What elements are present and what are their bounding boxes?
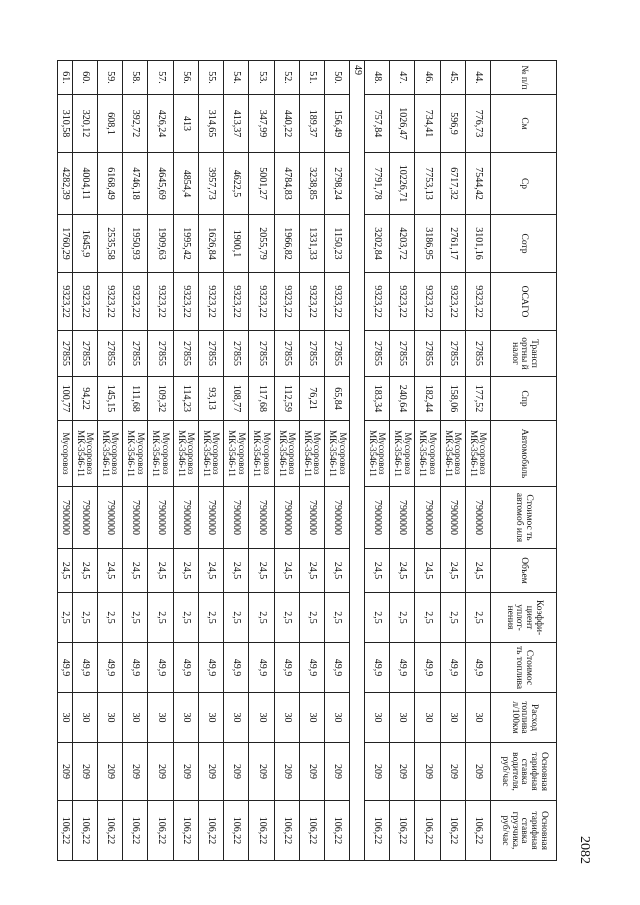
column-header: Ср <box>491 153 557 215</box>
table-cell: 9323,22 <box>364 273 389 331</box>
table-cell: 757,84 <box>364 95 389 153</box>
table-cell: 9323,22 <box>274 273 299 331</box>
table-cell: 76,21 <box>299 377 324 421</box>
data-table <box>57 60 557 861</box>
column-header: Стоимос ть топлива <box>491 643 557 693</box>
table-cell: 24,5 <box>123 549 148 593</box>
table-cell: Мусоровоз МК-3546-11 <box>440 421 465 487</box>
table-cell: 3101,16 <box>465 215 490 273</box>
table-cell: 49,9 <box>299 643 324 693</box>
table-cell: 106,22 <box>364 801 389 861</box>
table-cell: 4203,72 <box>390 215 415 273</box>
table-cell: 2,5 <box>274 593 299 643</box>
table-cell: 209 <box>325 743 350 801</box>
table-cell: 156,49 <box>325 95 350 153</box>
table-cell: 2,5 <box>415 593 440 643</box>
table-cell: 145,15 <box>97 377 122 421</box>
table-cell: 51. <box>299 61 324 95</box>
table-cell: 106,22 <box>274 801 299 861</box>
table-cell: 30 <box>440 693 465 743</box>
table-cell: 209 <box>123 743 148 801</box>
table-cell: 1950,93 <box>123 215 148 273</box>
table-cell: 7544,42 <box>465 153 490 215</box>
table-cell: 24,5 <box>72 549 97 593</box>
table-body <box>58 61 491 861</box>
table-cell: Мусоровоз МК-3546-11 <box>148 421 173 487</box>
table-cell: 93,13 <box>198 377 223 421</box>
table-cell: 7900000 <box>148 487 173 549</box>
table-cell: 7900000 <box>465 487 490 549</box>
table-row <box>299 61 324 861</box>
table-cell: 49,9 <box>415 643 440 693</box>
table-cell: 49,9 <box>58 643 73 693</box>
table-cell: 30 <box>390 693 415 743</box>
table-cell: 106,22 <box>97 801 122 861</box>
table-cell: 9323,22 <box>97 273 122 331</box>
table-row <box>465 61 490 861</box>
page-number: 2082 <box>577 836 592 864</box>
table-cell: 9323,22 <box>58 273 73 331</box>
table-cell: 7753,13 <box>415 153 440 215</box>
table-cell: 2761,17 <box>440 215 465 273</box>
table-cell: 7791,78 <box>364 153 389 215</box>
table-cell: 209 <box>173 743 198 801</box>
table-cell: 106,22 <box>325 801 350 861</box>
table-cell: 1909,63 <box>148 215 173 273</box>
table-cell: Мусоровоз МК-3546-11 <box>415 421 440 487</box>
table-cell: Мусоровоз МК-3546-11 <box>224 421 249 487</box>
table-cell: 106,22 <box>440 801 465 861</box>
table-cell: 240,64 <box>390 377 415 421</box>
table-cell: 30 <box>325 693 350 743</box>
table-cell: 9323,22 <box>123 273 148 331</box>
table-cell: 320,12 <box>72 95 97 153</box>
table-cell: 3957,73 <box>198 153 223 215</box>
table-cell: 9323,22 <box>440 273 465 331</box>
table-cell: Мусоровоз МК-3546-11 <box>274 421 299 487</box>
column-header: Сотр <box>491 215 557 273</box>
table-cell: 30 <box>97 693 122 743</box>
table-cell: 30 <box>415 693 440 743</box>
table-cell: 7900000 <box>415 487 440 549</box>
table-cell: 209 <box>440 743 465 801</box>
table-cell: 10226,71 <box>390 153 415 215</box>
table-cell: 94,22 <box>72 377 97 421</box>
table-cell: 49,9 <box>274 643 299 693</box>
table-cell: 4746,18 <box>123 153 148 215</box>
table-cell: 9323,22 <box>299 273 324 331</box>
table-cell: 413 <box>173 95 198 153</box>
table-cell: 2055,79 <box>249 215 274 273</box>
table-cell: 45. <box>440 61 465 95</box>
table-cell: 24,5 <box>390 549 415 593</box>
column-header: ОСАГО <box>491 273 557 331</box>
table-cell: 209 <box>415 743 440 801</box>
table-row <box>97 61 122 861</box>
table-cell: 106,22 <box>415 801 440 861</box>
table-cell: 106,22 <box>72 801 97 861</box>
table-row <box>274 61 299 861</box>
table-cell: 27855 <box>465 331 490 377</box>
table-cell: 44. <box>465 61 490 95</box>
table-cell: 24,5 <box>364 549 389 593</box>
table-cell: 5001,27 <box>249 153 274 215</box>
column-header: Расход топлива л/100км <box>491 693 557 743</box>
table-cell: 2,5 <box>123 593 148 643</box>
table-row <box>440 61 465 861</box>
table-cell: Мусоровоз МК-3546-11 <box>249 421 274 487</box>
table-cell: 413,37 <box>224 95 249 153</box>
table-cell: Мусоровоз МК-3546-11 <box>465 421 490 487</box>
table-cell: 112,59 <box>274 377 299 421</box>
table-row <box>198 61 223 861</box>
table-cell: 1626,84 <box>198 215 223 273</box>
table-cell: 24,5 <box>58 549 73 593</box>
table-cell: 9323,22 <box>148 273 173 331</box>
table-cell: 49 <box>350 61 365 861</box>
table-cell: 52. <box>274 61 299 95</box>
table-cell: 27855 <box>224 331 249 377</box>
table-cell: 30 <box>364 693 389 743</box>
table-cell: Мусоровоз МК-3546-11 <box>299 421 324 487</box>
table-cell: 7900000 <box>249 487 274 549</box>
table-cell: 9323,22 <box>415 273 440 331</box>
table-cell: 7900000 <box>72 487 97 549</box>
table-cell: Мусоровоз МК-3546-11 <box>173 421 198 487</box>
table-cell: 158,06 <box>440 377 465 421</box>
table-cell: 2,5 <box>299 593 324 643</box>
table-cell: 4784,83 <box>274 153 299 215</box>
table-cell: 426,24 <box>148 95 173 153</box>
table-cell: 189,37 <box>299 95 324 153</box>
column-header: Стоимос ть автомоб иля <box>491 487 557 549</box>
table-cell: Мусоровоз МК-3546-11 <box>198 421 223 487</box>
table-cell: 3202,84 <box>364 215 389 273</box>
table-cell: 1150,23 <box>325 215 350 273</box>
table-cell: 2,5 <box>440 593 465 643</box>
table-cell: 4645,69 <box>148 153 173 215</box>
table-cell: 27855 <box>148 331 173 377</box>
table-cell: 114,23 <box>173 377 198 421</box>
table-cell: 27855 <box>58 331 73 377</box>
table-cell: 6717,32 <box>440 153 465 215</box>
table-row <box>249 61 274 861</box>
column-header: Основная тарифная ставка водителя, руб/час <box>491 743 557 801</box>
table-cell: 2798,24 <box>325 153 350 215</box>
table-cell: 106,22 <box>299 801 324 861</box>
table-cell: 9323,22 <box>224 273 249 331</box>
table-cell: 209 <box>299 743 324 801</box>
table-cell: 30 <box>123 693 148 743</box>
table-cell: 30 <box>198 693 223 743</box>
table-cell: 27855 <box>440 331 465 377</box>
table-cell: 49,9 <box>148 643 173 693</box>
table-cell: 7900000 <box>123 487 148 549</box>
table-cell: 56. <box>173 61 198 95</box>
table-cell: 7900000 <box>364 487 389 549</box>
table-cell: 1966,82 <box>274 215 299 273</box>
column-header: Объем <box>491 549 557 593</box>
table-cell: 27855 <box>249 331 274 377</box>
table-cell: Мусоровоз МК-3546-11 <box>390 421 415 487</box>
table-cell: 2,5 <box>198 593 223 643</box>
table-cell: 209 <box>274 743 299 801</box>
table-cell: 209 <box>390 743 415 801</box>
table-cell: 27855 <box>415 331 440 377</box>
table-cell: 109,32 <box>148 377 173 421</box>
table-cell: 47. <box>390 61 415 95</box>
table-cell: 24,5 <box>465 549 490 593</box>
table-cell: 53. <box>249 61 274 95</box>
table-cell: 2,5 <box>72 593 97 643</box>
table-cell: 182,44 <box>415 377 440 421</box>
table-cell: 49,9 <box>249 643 274 693</box>
table-cell: 58. <box>123 61 148 95</box>
column-header: Коэффи- циент уплот- нения <box>491 593 557 643</box>
table-cell: 30 <box>173 693 198 743</box>
table-cell: 2,5 <box>465 593 490 643</box>
table-cell: 4282,39 <box>58 153 73 215</box>
table-cell: 27855 <box>123 331 148 377</box>
rotated-table-wrapper <box>57 60 557 860</box>
table-row <box>350 61 365 861</box>
table-cell: 9323,22 <box>173 273 198 331</box>
table-cell: Мусоровоз МК-3546-11 <box>72 421 97 487</box>
table-cell: Мусоровоз МК-3546-11 <box>325 421 350 487</box>
table-cell: 30 <box>224 693 249 743</box>
table-cell: 24,5 <box>148 549 173 593</box>
table-cell: 1995,42 <box>173 215 198 273</box>
table-cell: 24,5 <box>198 549 223 593</box>
table-cell: 177,52 <box>465 377 490 421</box>
table-cell: 310,58 <box>58 95 73 153</box>
table-cell: 7900000 <box>173 487 198 549</box>
table-cell: 106,22 <box>390 801 415 861</box>
table-cell: 49,9 <box>173 643 198 693</box>
table-cell: 30 <box>249 693 274 743</box>
table-cell: 209 <box>58 743 73 801</box>
table-cell: 3186,95 <box>415 215 440 273</box>
table-cell: Мусоровоз МК-3546-11 <box>364 421 389 487</box>
table-cell: 100,77 <box>58 377 73 421</box>
table-cell: 106,22 <box>58 801 73 861</box>
table-cell: 54. <box>224 61 249 95</box>
table-cell: 106,22 <box>173 801 198 861</box>
table-cell: 2535,58 <box>97 215 122 273</box>
table-cell: 1026,47 <box>390 95 415 153</box>
table-cell: 24,5 <box>415 549 440 593</box>
column-header: Спр <box>491 377 557 421</box>
table-cell: 209 <box>224 743 249 801</box>
table-cell: 2,5 <box>148 593 173 643</box>
table-cell: 9323,22 <box>465 273 490 331</box>
table-cell: 30 <box>58 693 73 743</box>
table-row <box>224 61 249 861</box>
table-row <box>148 61 173 861</box>
table-cell: 7900000 <box>58 487 73 549</box>
table-cell: 27855 <box>364 331 389 377</box>
table-row <box>72 61 97 861</box>
table-cell: 24,5 <box>224 549 249 593</box>
table-cell: 4622,5 <box>224 153 249 215</box>
table-cell: 57. <box>148 61 173 95</box>
table-cell: 314,65 <box>198 95 223 153</box>
table-cell: 7900000 <box>390 487 415 549</box>
table-cell: 106,22 <box>198 801 223 861</box>
table-cell: 27855 <box>390 331 415 377</box>
table-cell: 440,22 <box>274 95 299 153</box>
table-cell: 27855 <box>325 331 350 377</box>
table-cell: 392,72 <box>123 95 148 153</box>
table-cell: 49,9 <box>224 643 249 693</box>
table-cell: 209 <box>72 743 97 801</box>
table-cell: 30 <box>274 693 299 743</box>
table-cell: 49,9 <box>97 643 122 693</box>
table-cell: 2,5 <box>364 593 389 643</box>
table-cell: Мусоровоз <box>58 421 73 487</box>
table-cell: 117,68 <box>249 377 274 421</box>
table-cell: 2,5 <box>224 593 249 643</box>
table-cell: 596,9 <box>440 95 465 153</box>
table-cell: 106,22 <box>123 801 148 861</box>
table-cell: 7900000 <box>198 487 223 549</box>
table-cell: 7900000 <box>440 487 465 549</box>
table-cell: 49,9 <box>325 643 350 693</box>
table-cell: 1760,29 <box>58 215 73 273</box>
table-cell: 2,5 <box>249 593 274 643</box>
table-cell: 27855 <box>97 331 122 377</box>
table-cell: 46. <box>415 61 440 95</box>
table-cell: 24,5 <box>274 549 299 593</box>
table-row <box>364 61 389 861</box>
table-cell: 209 <box>249 743 274 801</box>
table-cell: 30 <box>465 693 490 743</box>
table-cell: 1645,9 <box>72 215 97 273</box>
table-cell: 7900000 <box>97 487 122 549</box>
table-cell: 9323,22 <box>198 273 223 331</box>
table-cell: 49,9 <box>364 643 389 693</box>
table-cell: 24,5 <box>249 549 274 593</box>
table-cell: 209 <box>198 743 223 801</box>
table-cell: 24,5 <box>97 549 122 593</box>
column-header: Автомобиль <box>491 421 557 487</box>
table-cell: 776,73 <box>465 95 490 153</box>
column-header: Трансп ортны й налог <box>491 331 557 377</box>
table-cell: 9323,22 <box>390 273 415 331</box>
table-cell: 27855 <box>72 331 97 377</box>
table-cell: 2,5 <box>97 593 122 643</box>
table-cell: 1331,33 <box>299 215 324 273</box>
table-cell: 30 <box>72 693 97 743</box>
column-header: См <box>491 95 557 153</box>
column-header: Основная тарифная ставка грузчика, руб/час <box>491 801 557 861</box>
table-cell: 27855 <box>299 331 324 377</box>
table-cell: 2,5 <box>325 593 350 643</box>
table-cell: 6168,49 <box>97 153 122 215</box>
table-cell: 49,9 <box>72 643 97 693</box>
table-cell: 106,22 <box>224 801 249 861</box>
table-cell: 1900,1 <box>224 215 249 273</box>
table-cell: 49,9 <box>390 643 415 693</box>
table-row <box>58 61 73 861</box>
table-cell: 24,5 <box>173 549 198 593</box>
table-cell: 30 <box>148 693 173 743</box>
table-cell: 65,84 <box>325 377 350 421</box>
table-cell: 7900000 <box>274 487 299 549</box>
table-header <box>491 61 557 861</box>
table-cell: 60. <box>72 61 97 95</box>
table-row <box>390 61 415 861</box>
table-cell: 9323,22 <box>249 273 274 331</box>
table-cell: 49,9 <box>123 643 148 693</box>
table-cell: 9323,22 <box>72 273 97 331</box>
column-header: № п/п <box>491 61 557 95</box>
table-cell: 48. <box>364 61 389 95</box>
table-cell: 106,22 <box>148 801 173 861</box>
table-row <box>325 61 350 861</box>
table-cell: 27855 <box>173 331 198 377</box>
table-cell: 111,68 <box>123 377 148 421</box>
table-cell: 209 <box>465 743 490 801</box>
table-cell: 347,99 <box>249 95 274 153</box>
table-cell: 4004,11 <box>72 153 97 215</box>
table-cell: Мусоровоз МК-3546-11 <box>97 421 122 487</box>
table-cell: 209 <box>148 743 173 801</box>
table-cell: 106,22 <box>465 801 490 861</box>
table-cell: 7900000 <box>299 487 324 549</box>
table-cell: 9323,22 <box>325 273 350 331</box>
table-cell: 59. <box>97 61 122 95</box>
table-row <box>123 61 148 861</box>
table-cell: 2,5 <box>58 593 73 643</box>
table-cell: 50. <box>325 61 350 95</box>
table-cell: 24,5 <box>299 549 324 593</box>
table-cell: 734,41 <box>415 95 440 153</box>
table-cell: 49,9 <box>440 643 465 693</box>
table-cell: 7900000 <box>224 487 249 549</box>
table-cell: 49,9 <box>465 643 490 693</box>
table-cell: 27855 <box>198 331 223 377</box>
table-cell: 106,22 <box>249 801 274 861</box>
table-cell: 4854,4 <box>173 153 198 215</box>
table-cell: 27855 <box>274 331 299 377</box>
table-cell: 55. <box>198 61 223 95</box>
table-cell: 2,5 <box>390 593 415 643</box>
table-cell: 24,5 <box>325 549 350 593</box>
table-cell: 108,77 <box>224 377 249 421</box>
table-cell: Мусоровоз МК-3546-11 <box>123 421 148 487</box>
table-cell: 61. <box>58 61 73 95</box>
table-row <box>173 61 198 861</box>
table-cell: 7900000 <box>325 487 350 549</box>
table-cell: 30 <box>299 693 324 743</box>
table-cell: 183,34 <box>364 377 389 421</box>
table-cell: 2,5 <box>173 593 198 643</box>
table-cell: 49,9 <box>198 643 223 693</box>
table-row <box>415 61 440 861</box>
table-cell: 209 <box>97 743 122 801</box>
header-row <box>491 61 557 861</box>
table-cell: 24,5 <box>440 549 465 593</box>
table-cell: 608,1 <box>97 95 122 153</box>
table-cell: 209 <box>364 743 389 801</box>
table-cell: 3238,85 <box>299 153 324 215</box>
